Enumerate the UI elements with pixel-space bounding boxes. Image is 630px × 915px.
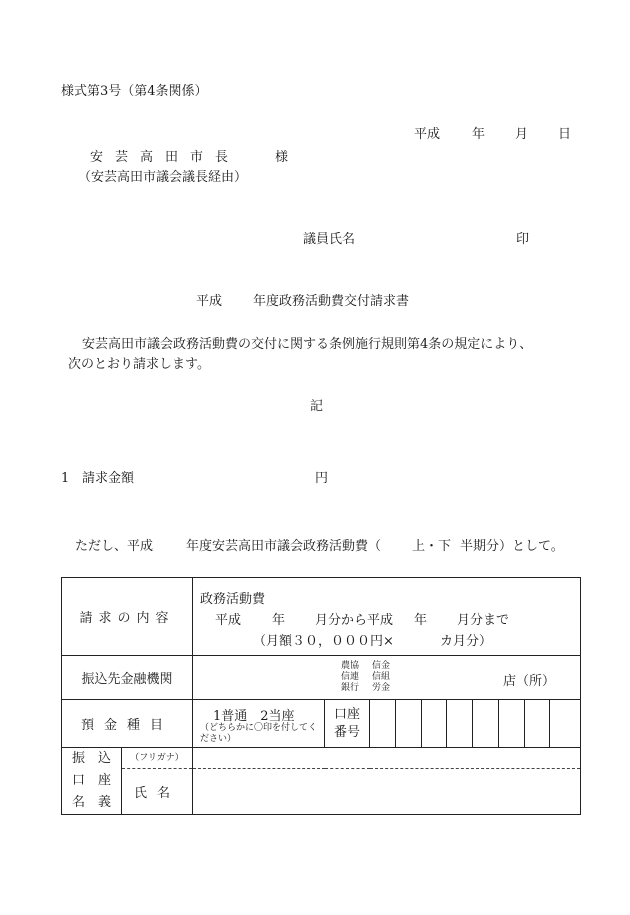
account-holder-label-1: 振 込	[71, 751, 111, 766]
body-line-2: 次のとおり請求します。	[68, 357, 210, 372]
member-name-label: 議員氏名	[303, 232, 356, 247]
bank-content-cell	[193, 656, 581, 700]
account-digit-box[interactable]	[524, 700, 550, 747]
bank-type-ginko: 銀行	[341, 683, 360, 693]
proviso-prefix: ただし、平成	[75, 539, 154, 554]
request-line-2-year1: 年	[272, 613, 286, 628]
proviso-suffix: 半期分）として。	[460, 539, 564, 554]
bank-type-shinkin: 信金	[372, 661, 391, 671]
item1-label: 請求金額	[82, 471, 135, 486]
deposit-options: 1普通 2当座	[213, 709, 295, 724]
deposit-label-cell	[62, 700, 193, 748]
request-table	[61, 577, 581, 815]
holder-name-label-cell	[122, 769, 193, 815]
deposit-note: （どちらかに〇印を付してください）	[200, 723, 318, 744]
bank-label: 振込先金融機関	[81, 672, 173, 687]
form-number: 様式第3号（第4条関係）	[61, 84, 208, 99]
account-digit-box[interactable]	[370, 700, 395, 747]
account-holder-label-2: 口 座	[71, 773, 111, 788]
item1-number: 1	[61, 471, 70, 486]
request-label: 請求の内容	[79, 611, 175, 626]
date-year: 年	[472, 127, 486, 142]
account-digit-box[interactable]	[446, 700, 472, 747]
date-month: 月	[515, 127, 529, 142]
furigana-field[interactable]	[193, 748, 581, 769]
seal-mark: 印	[516, 232, 530, 247]
account-holder-label-cell	[62, 748, 122, 815]
bank-types-col1	[341, 661, 363, 694]
account-number-label-1: 口座	[334, 706, 361, 722]
request-line-2-year2: 年	[414, 613, 428, 628]
body-line-1: 安芸高田市議会政務活動費の交付に関する条例施行規則第4条の規定により、	[82, 337, 533, 352]
bank-type-shinren: 信連	[341, 672, 360, 682]
request-line-2-month2: 月分まで	[457, 613, 510, 628]
request-line-3-close: カ月分）	[440, 634, 493, 649]
account-digit-box[interactable]	[549, 700, 580, 747]
proviso-middle: 年度安芸高田市議会政務活動費（	[186, 539, 382, 554]
row-furigana	[62, 748, 581, 769]
account-number-boxes[interactable]	[370, 700, 581, 748]
item1-unit: 円	[315, 471, 329, 486]
date-era: 平成	[414, 127, 441, 142]
addressee-via: （安芸高田市議会議長経由）	[78, 170, 248, 185]
bank-type-nokyo: 農協	[341, 661, 360, 671]
title-text: 年度政務活動費交付請求書	[253, 294, 410, 309]
request-line-3-open: （月額３０，０００円×	[253, 634, 394, 649]
account-digit-box[interactable]	[421, 700, 447, 747]
request-line-2-era: 平成	[215, 613, 242, 628]
bank-types-col2	[372, 661, 394, 694]
account-number-label-cell	[325, 700, 370, 748]
furigana-label: （フリガナ）	[130, 752, 184, 763]
account-digit-box[interactable]	[498, 700, 524, 747]
deposit-type-cell	[193, 700, 325, 748]
row-bank	[62, 656, 581, 700]
date-day: 日	[558, 127, 572, 142]
row-holder-name	[62, 769, 581, 815]
request-content-cell	[193, 578, 581, 656]
proviso-choice: 上・下	[412, 539, 452, 554]
title-era: 平成	[196, 294, 223, 309]
holder-name-field[interactable]	[193, 769, 581, 815]
account-holder-label-3: 名 義	[71, 795, 111, 810]
row-deposit	[62, 700, 581, 748]
account-number-grid	[370, 700, 580, 747]
furigana-label-cell	[122, 748, 193, 769]
account-digit-box[interactable]	[395, 700, 421, 747]
row-request-content	[62, 578, 581, 656]
bank-type-rokin: 労金	[372, 683, 391, 693]
addressee-honorific: 様	[275, 150, 289, 165]
account-digit-box[interactable]	[472, 700, 498, 747]
ki-mark: 記	[310, 399, 324, 414]
bank-label-cell	[62, 656, 193, 700]
branch-label: 店（所）	[503, 674, 556, 689]
deposit-label: 預金種目	[81, 718, 174, 733]
request-line-2-month1: 月分から平成	[315, 613, 394, 628]
request-label-cell	[62, 578, 193, 656]
addressee-name: 安芸高田市長	[90, 150, 241, 165]
account-number-label-2: 番号	[334, 724, 361, 740]
bank-type-shinkumi: 信組	[372, 672, 391, 682]
holder-name-label: 氏名	[134, 786, 181, 802]
request-line-1: 政務活動費	[200, 592, 266, 607]
